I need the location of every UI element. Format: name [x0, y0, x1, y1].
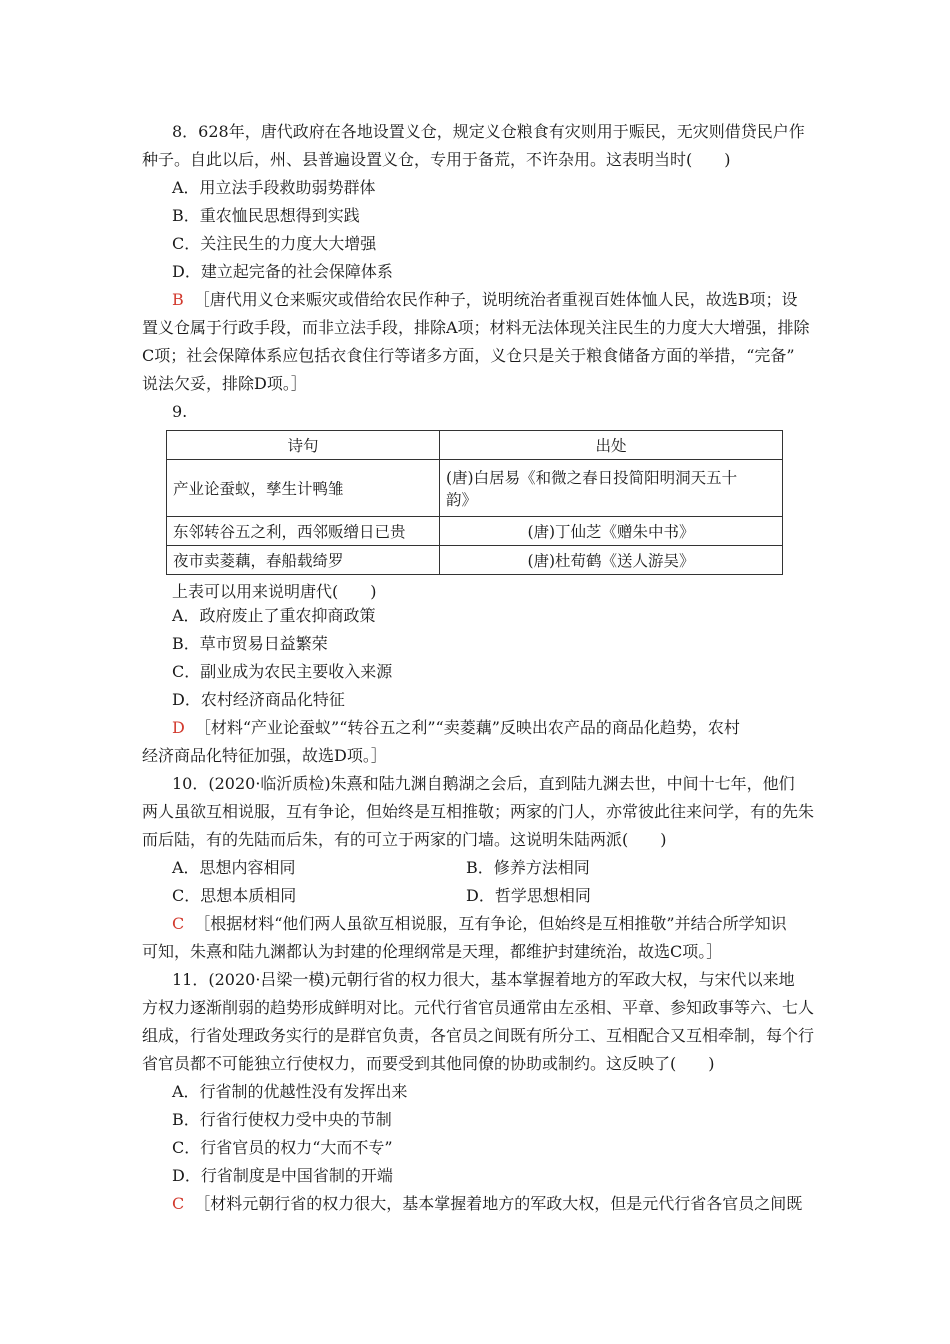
q9-option-d: D．农村经济商品化特征: [172, 690, 345, 709]
q11-option-c: C．行省官员的权力“大而不专”: [172, 1138, 393, 1157]
q10-option-d: D．哲学思想相同: [466, 886, 591, 905]
q9-option-a: A．政府废止了重农抑商政策: [172, 606, 376, 625]
table-row: [167, 460, 783, 517]
table-row: [167, 546, 783, 575]
q9-answer: D: [172, 718, 185, 737]
table-cell-poem: 夜市卖菱藕，春船载绮罗: [167, 546, 440, 575]
q11-stem: 组成，行省处理政务实行的是群官负责，各官员之间既有所分工、互相配合又互相牵制，每个行: [142, 1026, 815, 1045]
table-cell-source: (唐)白居易《和微之春日投简阳明洞天五十 韵》: [440, 460, 783, 517]
q10-stem: 10．(2020·临沂质检)朱熹和陆九渊自鹅湖之会后，直到陆九渊去世，中间十七年，他们: [172, 774, 795, 793]
table-header-row: [167, 431, 783, 460]
q9-stem: 上表可以用来说明唐代( ): [172, 582, 377, 601]
q11-option-d: D．行省制度是中国省制的开端: [172, 1166, 393, 1185]
q10-option-b: B．修养方法相同: [466, 858, 590, 877]
q8-option-c: C．关注民生的力度大大增强: [172, 234, 377, 253]
q10-stem: 而后陆，有的先陆而后朱，有的可立于两家的门墙。这说明朱陆两派( ): [142, 830, 667, 849]
table-row: [167, 517, 783, 546]
q11-answer: C: [172, 1194, 185, 1213]
table-cell-poem: 产业论蚕蚁，孳生计鸭雏: [167, 460, 440, 517]
q11-explanation: C ［材料元朝行省的权力很大，基本掌握着地方的军政大权，但是元代行省各官员之间既: [172, 1194, 803, 1213]
q9-number: 9.: [172, 402, 188, 421]
q10-explanation: C ［根据材料“他们两人虽欲互相说服，互有争论，但始终是互相推敬”并结合所学知识: [172, 914, 787, 933]
q9-option-b: B．草市贸易日益繁荣: [172, 634, 328, 653]
q8-option-a: A．用立法手段救助弱势群体: [172, 178, 376, 197]
q11-stem: 省官员都不可能独立行使权力，而要受到其他同僚的协助或制约。这反映了( ): [142, 1054, 715, 1073]
q10-option-a: A．思想内容相同: [172, 858, 296, 877]
q8-explanation: B ［唐代用义仓来赈灾或借给农民作种子，说明统治者重视百姓体恤人民，故选B项；设: [172, 290, 798, 309]
table-header: 出处: [440, 431, 783, 460]
table-header: 诗句: [167, 431, 440, 460]
table-cell-source: (唐)丁仙芝《赠朱中书》: [440, 517, 783, 546]
q8-option-b: B．重农恤民思想得到实践: [172, 206, 360, 225]
q8-option-d: D．建立起完备的社会保障体系: [172, 262, 393, 281]
q10-stem: 两人虽欲互相说服，互有争论，但始终是互相推敬；两家的门人，亦常彼此往来问学，有的先朱: [142, 802, 815, 821]
table-cell-poem: 东邻转谷五之利，西邻贩缯日已贵: [167, 517, 440, 546]
q11-option-b: B．行省行使权力受中央的节制: [172, 1110, 392, 1129]
q8-stem: 种子。自此以后，州、县普遍设置义仓，专用于备荒，不许杂用。这表明当时( ): [142, 150, 731, 169]
q8-explanation: 说法欠妥，排除D项。］: [142, 374, 307, 393]
q8-explanation: 置义仓属于行政手段，而非立法手段，排除A项；材料无法体现关注民生的力度大大增强，排除: [142, 318, 810, 337]
q11-option-a: A．行省制的优越性没有发挥出来: [172, 1082, 408, 1101]
q8-answer: B: [172, 290, 184, 309]
q9-option-c: C．副业成为农民主要收入来源: [172, 662, 393, 681]
q10-option-c: C．思想本质相同: [172, 886, 297, 905]
q10-answer: C: [172, 914, 185, 933]
q10-explanation: 可知，朱熹和陆九渊都认为封建的伦理纲常是天理，都维护封建统治，故选C项。］: [142, 942, 723, 961]
poem-table: [166, 430, 783, 575]
q11-stem: 11．(2020·吕梁一模)元朝行省的权力很大，基本掌握着地方的军政大权，与宋代以来地: [172, 970, 795, 989]
q9-explanation: D ［材料“产业论蚕蚁”“转谷五之利”“卖菱藕”反映出农产品的商品化趋势，农村: [172, 718, 740, 737]
q8-stem: 8．628年，唐代政府在各地设置义仓，规定义仓粮食有灾则用于赈民，无灾则借贷民户作: [172, 122, 805, 141]
q8-explanation: C项；社会保障体系应包括衣食住行等诸多方面，义仓只是关于粮食储备方面的举措，“完备”: [142, 346, 795, 365]
q9-explanation: 经济商品化特征加强，故选D项。］: [142, 746, 387, 765]
q11-stem: 方权力逐渐削弱的趋势形成鲜明对比。元代行省官员通常由左丞相、平章、参知政事等六、七人: [142, 998, 815, 1017]
table-cell-source: (唐)杜荀鹤《送人游吴》: [440, 546, 783, 575]
